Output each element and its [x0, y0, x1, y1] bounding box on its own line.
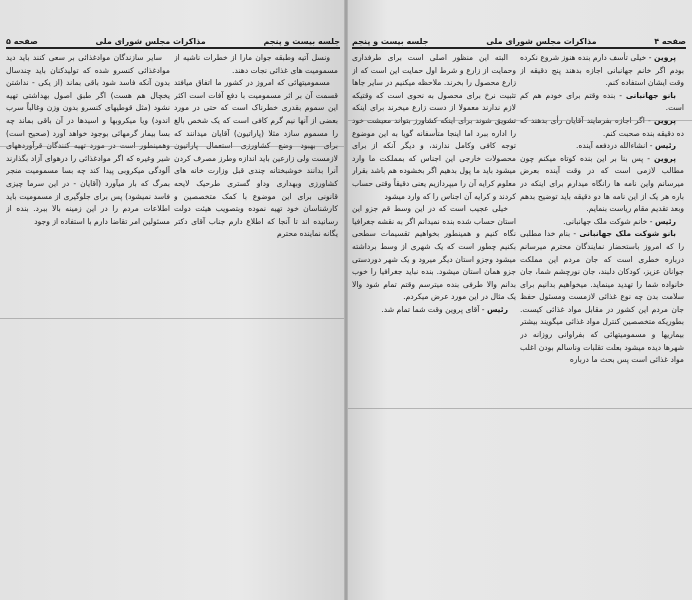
paragraph [352, 203, 516, 304]
scan-crease [346, 120, 692, 121]
text-column [352, 52, 516, 592]
speaker-name: بانو شوکت ملک جهانبانی [579, 229, 676, 239]
text-column [6, 52, 170, 592]
page-header [6, 34, 340, 49]
paragraph-text: البته این منظور اصلی است برای طرفداری وحمایت از زارع و شرط اول حمایت این است که از زارع محصول را بخرند. ملاحظه میکنیم در سایر جاها تثبیت نرخ برای محصول به نحوی است که وقتیکه لازم ندارند معمولا از دست زارع میخرند برای اینکه را اداره ببرد اما اینجا متأسفانه گویا به این موضوع توجه کافی وکامل ندارند، و دیگر آنکه از برای محصولات خارجی این اجناس که بمملکت ما وارد میشود باید ما پول بدهیم اگر بخشوده هم باشد بقرار معلوم کرایه آن را میپردازیم یعنی دقیقاً وقتی حساب کردند و کرایه آن اجناس را که وارد میشود [352, 53, 516, 201]
paragraph-text: - خیلی تأسف دارم بنده هنوز شروع نکرده بودم اگر خانم جهانبانی اجازه بدهند پنج دقیقه از وقت ایشان استفاده کنم. [520, 53, 684, 88]
paragraph-text: ونسل آتیه وطبقه جوان مارا از خطرات ناشیه از مسمومیت های غذائی نجات دهند. [174, 53, 338, 75]
text-column [174, 52, 338, 592]
paragraph [520, 140, 684, 153]
paragraph-text: - بنده وقتم برای خودم هم کم است. [520, 90, 684, 113]
paragraph [6, 52, 170, 228]
speaker-name: رئیس [654, 216, 676, 226]
paragraph [520, 228, 684, 367]
page-number: صفحه ۵ [6, 37, 38, 46]
scan-crease [0, 318, 346, 319]
speaker-name: پروین [654, 53, 676, 62]
paragraph [520, 216, 684, 229]
text-column [520, 52, 684, 592]
speaker-name: پروین [654, 153, 676, 163]
paragraph-text: - پس بنا بر این بنده کوتاه میکنم چون مطالب لازمی است که در وقت آینده بعرض میرسانم واین نامه ها رانگاه میدارم برای اینکه در باره هر یک از این نامه ها دو دقیقه باید توضیح بدهم وبعد تقدیم مقام ریاست بنمایم. [520, 153, 684, 214]
paragraph-text: - انشاءالله دردفعه آینده. [575, 141, 655, 151]
page-fold [344, 0, 348, 600]
scan-crease [0, 146, 346, 147]
paragraph-text: - بنام خدا مطلبی را که امروز باستحضار نمایندگان محترم میرسانم درباره خطری است که جان مردم این مملکت جوانان عزیز، کودکان دلبند، جان نورچشم شما، جان خانواده شما را تهدید مینماید. میخواهیم بدانیم برای سلامت بدن چه نوع غذائی لازمست ومسئول حفظ جان مردم این کشور در مقابل مواد غذائی کیست. بطوریکه متخصصین کنترل مواد غذائی میگویند بیشتر بیماریها و مسمومیتهائی که بفراوانی روزانه در شهرها دیده میشود بعلت تقلبات وناسالم بودن اغلب مواد غذائی است پس بحث ما درباره [520, 229, 684, 365]
publication-title: مذاکرات مجلس شورای ملی [486, 37, 597, 46]
speaker-name: رئیس [654, 141, 676, 151]
paragraph [520, 153, 684, 216]
speaker-name: بانو جهانبانی [625, 90, 676, 100]
paragraph [174, 77, 338, 241]
paragraph-text: مسمومیتهائی که امروز در کشور ما اتفاق میافتد قسمت آن بر اثر مسمومیت با دفع آفات است اکثر این سموم بقدری خطرناک است که حتی در مورد بعضی از آنها نیم گرم کافی است که یک شخص بالغ را مسموم سازد مثلا (پاراتیون) آقایان میدانند که لازمست ولی زارعین باید اندازه وطرز مصرف کردن آنرا بدانند خوشبختانه چندی قبل وزارت خانه های کشاورزی وبهداری وداو گستری طرحیک لایحه قانونی برای این موضوع با کمک متخصصین و کارشناسان خود تهیه نموده وبتصویب هیئت دولت رسانیده اند تا آنجا که اطلاع دارم جناب آقای دکتر یگانه نماینده محترم [174, 78, 338, 239]
page-header [352, 34, 686, 49]
paragraph-text: - آقای پروین وقت شما تمام شد. [381, 304, 487, 314]
paragraph [174, 52, 338, 77]
paragraph-text: - خانم شوکت ملک جهانبانی. [563, 216, 655, 226]
session-label: جلسه بیست و پنجم [263, 37, 340, 46]
paragraph-text: ده دقیقه بنده صحبت کنم. [602, 128, 684, 138]
paragraph-text: سایر سازندگان موادغذائی بر سعی کنند باید دید موادغذائی کنسرو شده که تولیدکنان باید چندسال بدون آنکه فاسد شود باقی بماند (از یکی - نداشتن یخچال هم هست) اگر طبق اصول بهداشتی تهیه نشود (مثل قوطیهای کنسرو بدون وزن وغالباً سرب اندود) ویا میکروبها و اسیدها در آن باقی بماند چه بسا بیمار گرمهائی بوجود خواهد آورد (صحیح است) شیر وغیره که اگر موادغذائی را درهوای آزاد بگذارند آلودگی میکروبی پیدا کند چه بسا مسمومیت منجر بمرگ که بار میآورد (آقایان - در این سرما چیزی فاسد نمیشود) پس برای جلوگیری از مسمومیت باید اطلاعات مردم را در این زمینه بالا ببرد. بنده از مسئولین امر تقاضا دارم با استفاده از وجود [6, 53, 170, 226]
page-number: صفحه ۴ [654, 37, 686, 46]
paragraph [520, 90, 684, 115]
paragraph [520, 52, 684, 90]
speaker-name: رئیس [486, 304, 508, 314]
paragraph [352, 304, 516, 317]
paragraph-text: خیلی عجیب است که در این وسط قم جزو این استان حساب شده بنده نمیدانم اگر به نقشه جغرافیا نگاه کنیم و همینطور بخواهیم تقسیمات سطحی بکنیم چطور است که یک شهری از وسط برداشته میشود وجزو استان دیگر میرود و یک شهر دوردستی جزو همان استان میشود. بنده نباید جغرافیا را خوب بدانم والا طرفی بنده میترسم وقتم تمام شود والا یک مثال در این مورد عرض میکردم. [352, 204, 516, 302]
right-page [346, 0, 692, 600]
paragraph [520, 115, 684, 140]
publication-title: مذاکرات مجلس شورای ملی [95, 37, 206, 46]
scan-crease [346, 408, 692, 409]
paragraph [352, 52, 516, 203]
session-label: جلسه بیست و پنجم [352, 37, 429, 46]
